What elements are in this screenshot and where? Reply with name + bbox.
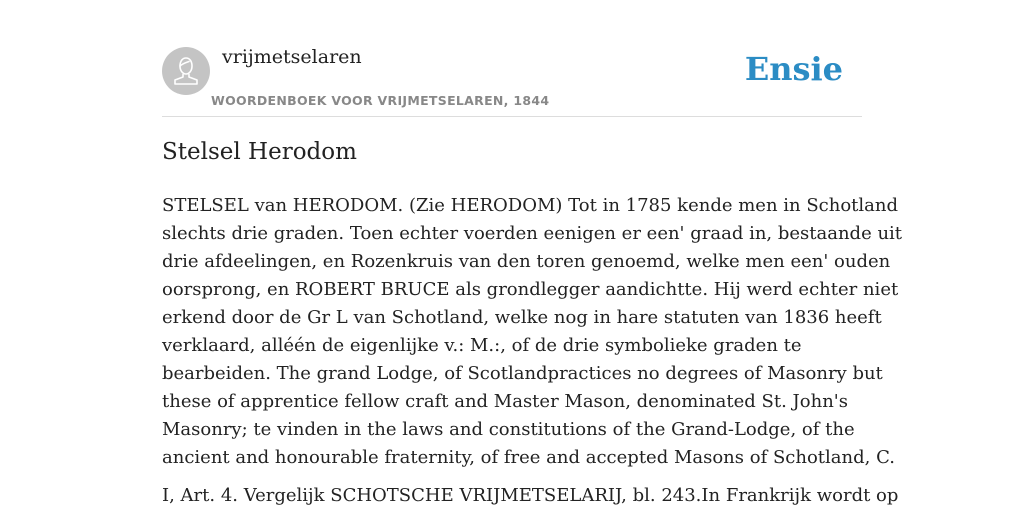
source-label: WOORDENBOEK VOOR VRIJMETSELAREN, 1844 — [211, 93, 550, 108]
paragraph-line: I, Art. 4. Vergelijk SCHOTSCHE VRIJMETSELARIJ, bl. 243.In Frankrijk wordt op — [162, 485, 899, 506]
paragraph-line: Masonry; te vinden in the laws and constitutions of the Grand-Lodge, of the — [162, 419, 855, 440]
article-body — [162, 192, 903, 520]
paragraph-2 — [162, 482, 899, 510]
paragraph-1 — [162, 192, 903, 472]
user-icon — [162, 47, 210, 95]
paragraph-line: ancient and honourable fraternity, of free and accepted Masons of Schotland, C. — [162, 447, 895, 468]
paragraph-line: erkend door de Gr L van Schotland, welke nog in hare statuten van 1836 heeft — [162, 307, 882, 328]
paragraph-line: drie afdeelingen, en Rozenkruis van den toren genoemd, welke men een' ouden — [162, 251, 891, 272]
paragraph-line: verklaard, alléén de eigenlijke v.: M.:, of de drie symbolieke graden te — [162, 335, 802, 356]
author-name[interactable]: vrijmetselaren — [222, 46, 362, 68]
paragraph-line: bearbeiden. The grand Lodge, of Scotlandpractices no degrees of Masonry but — [162, 363, 883, 384]
header — [162, 0, 862, 117]
page — [162, 0, 903, 506]
paragraph-line: oorsprong, en ROBERT BRUCE als grondlegger aandichtte. Hij werd echter niet — [162, 279, 899, 300]
paragraph-line: these of apprentice fellow craft and Master Mason, denominated St. John's — [162, 391, 848, 412]
paragraph-line: slechts drie graden. Toen echter voerden eenigen er een' graad in, bestaande uit — [162, 223, 903, 244]
paragraph-line: STELSEL van HERODOM. (Zie HERODOM) Tot in 1785 kende men in Schotland — [162, 195, 899, 216]
avatar[interactable] — [162, 47, 210, 95]
brand-logo[interactable]: Ensie — [744, 50, 843, 88]
article-title: Stelsel Herodom — [162, 139, 357, 165]
